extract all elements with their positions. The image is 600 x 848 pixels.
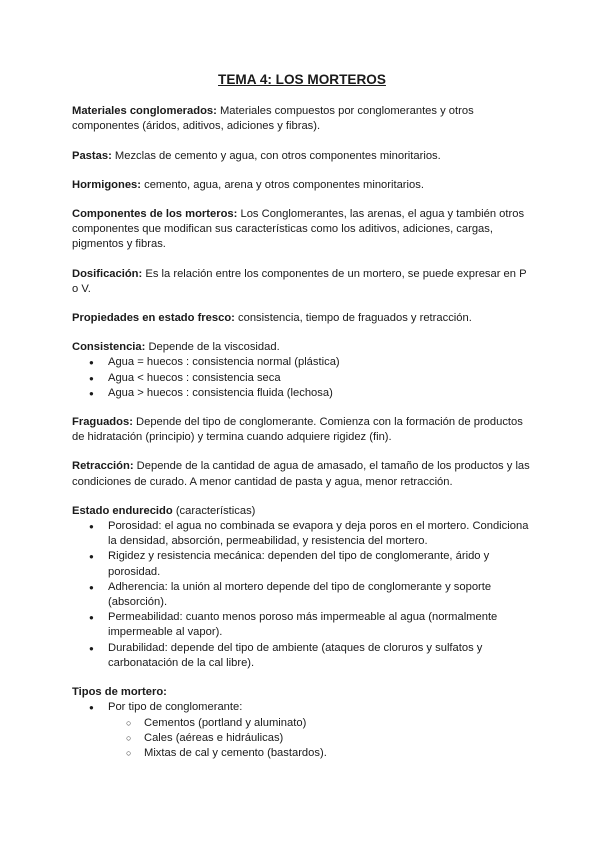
sub-list-item: ○ Cales (aéreas e hidráulicas) xyxy=(72,731,532,746)
list-item: ● Por tipo de conglomerante: xyxy=(72,700,532,715)
section-fraguados xyxy=(72,415,532,445)
bullet-list xyxy=(72,355,532,401)
section-consistencia xyxy=(72,340,532,401)
section-tipos-mortero xyxy=(72,685,532,761)
term: Fraguados: xyxy=(72,416,133,429)
sub-list-item: ○ Mixtas de cal y cemento (bastardos). xyxy=(72,746,532,761)
term: Retracción: xyxy=(72,460,134,473)
definition-propiedades xyxy=(72,311,532,326)
term: Dosificación: xyxy=(72,267,143,280)
definition-text: (características) xyxy=(172,504,256,517)
term: Tipos de mortero: xyxy=(72,686,167,699)
list-item: ● Agua = huecos : consistencia normal (plástica) xyxy=(72,355,532,370)
list-item: ● Rigidez y resistencia mecánica: dependen del tipo de conglomerante, árido y porosidad. xyxy=(72,549,532,579)
list-item: ● Adherencia: la unión al mortero depende del tipo de conglomerante y soporte (absorción). xyxy=(72,580,532,610)
list-item: ● Agua < huecos : consistencia seca xyxy=(72,371,532,386)
definition-text: Depende del tipo de conglomerante. Comienza con la formación de productos de hidratación (principio) y termina cuando adquiere rigidez (fin). xyxy=(72,416,523,444)
section-estado-endurecido xyxy=(72,504,532,671)
definition-text: Depende de la viscosidad. xyxy=(145,341,280,354)
term: Materiales conglomerados: xyxy=(72,105,217,118)
term: Hormigones: xyxy=(72,178,141,191)
definition-dosificacion xyxy=(72,267,532,297)
bullet-list xyxy=(72,519,532,671)
document-title: TEMA 4: LOS MORTEROS xyxy=(218,72,386,87)
sub-list-item: ○ Cementos (portland y aluminato) xyxy=(72,716,532,731)
definition-componentes xyxy=(72,207,532,253)
list-item: ● Durabilidad: depende del tipo de ambiente (ataques de cloruros y sulfatos y carbonatación de la cal libre). xyxy=(72,641,532,671)
term: Pastas: xyxy=(72,149,112,162)
section-heading xyxy=(72,504,532,519)
term: Componentes de los morteros: xyxy=(72,208,238,221)
definition-text: Los Conglomerantes, las arenas, el agua y también otros componentes que modifican sus características como los aditivos, adiciones, cargas, pigmentos y fibras. xyxy=(72,208,525,251)
definition-materiales xyxy=(72,104,532,134)
term: Propiedades en estado fresco: xyxy=(72,312,235,325)
definition-text: cemento, agua, arena y otros componentes minoritarios. xyxy=(141,178,424,191)
definition-text: Mezclas de cemento y agua, con otros componentes minoritarios. xyxy=(111,149,441,162)
list-item: ● Permeabilidad: cuanto menos poroso más impermeable al agua (normalmente impermeable al vapor). xyxy=(72,610,532,640)
list-item: ● Porosidad: el agua no combinada se evapora y deja poros en el mortero. Condiciona la densidad, absorción, permeabilidad, y resistencia del mortero. xyxy=(72,519,532,549)
term: Estado endurecido xyxy=(72,504,173,517)
section-heading xyxy=(72,685,532,700)
sub-bullet-list xyxy=(72,716,532,762)
definition-text: consistencia, tiempo de fraguados y retracción. xyxy=(234,312,472,325)
list-item: ● Agua > huecos : consistencia fluida (lechosa) xyxy=(72,386,532,401)
definition-text: Es la relación entre los componentes de un mortero, se puede expresar en P o V. xyxy=(72,267,527,295)
bullet-list xyxy=(72,700,532,715)
document-page xyxy=(72,72,532,775)
definition-pastas xyxy=(72,149,532,164)
term: Consistencia: xyxy=(72,341,146,354)
section-retraccion xyxy=(72,459,532,489)
definition-hormigones xyxy=(72,178,532,193)
definition-text: Materiales compuestos por conglomerantes y otros componentes (áridos, aditivos, adiciones y fibras). xyxy=(72,105,474,133)
definition-text: Depende de la cantidad de agua de amasado, el tamaño de los productos y las condiciones de curado. A menor cantidad de pasta y agua, menor retracción. xyxy=(72,460,530,488)
section-heading xyxy=(72,340,532,355)
